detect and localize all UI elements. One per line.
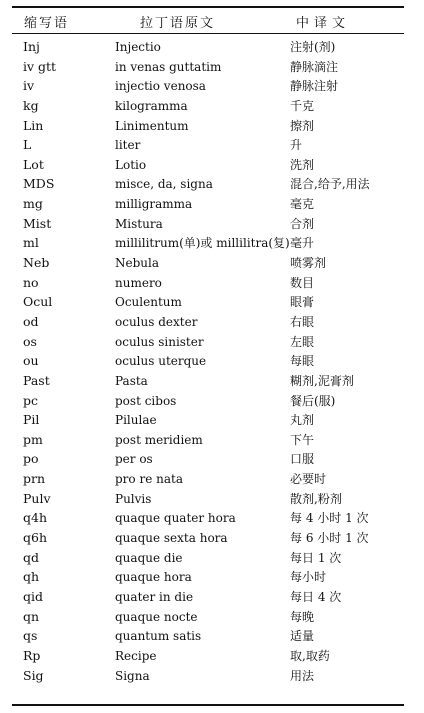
cell-latin: millilitrum(单)或 millilitra(复) — [115, 236, 290, 251]
cell-abbreviation: qh — [23, 569, 40, 585]
table-row — [0, 174, 424, 194]
cell-abbreviation: Pil — [23, 412, 40, 428]
cell-abbreviation: Pulv — [23, 490, 51, 506]
cell-chinese: 静脉滴注 — [290, 59, 339, 74]
cell-abbreviation: qid — [23, 588, 44, 604]
cell-abbreviation: Ocul — [23, 294, 53, 310]
cell-latin: oculus dexter — [115, 314, 198, 329]
cell-abbreviation: mg — [23, 196, 43, 212]
cell-latin: post cibos — [115, 393, 177, 408]
cell-latin: oculus uterque — [115, 354, 207, 369]
table-row — [0, 155, 424, 175]
table-row — [0, 194, 424, 214]
table-row — [0, 410, 424, 430]
cell-abbreviation: L — [23, 137, 32, 153]
cell-latin: quaque die — [115, 550, 183, 565]
cell-abbreviation: prn — [23, 471, 46, 487]
cell-abbreviation: no — [23, 274, 39, 290]
cell-chinese: 每小时 — [290, 570, 327, 585]
table-row — [0, 469, 424, 489]
cell-latin: Oculentum — [115, 295, 182, 310]
table-row — [0, 76, 424, 96]
cell-latin: Nebula — [115, 256, 160, 271]
cell-chinese: 千克 — [290, 98, 315, 113]
cell-abbreviation: qn — [23, 608, 40, 624]
cell-chinese: 右眼 — [290, 314, 315, 329]
cell-abbreviation: po — [23, 451, 39, 467]
table-row — [0, 567, 424, 587]
cell-chinese: 适量 — [290, 629, 315, 644]
table-row — [0, 449, 424, 469]
table-row — [0, 273, 424, 293]
table-bottom-rule — [12, 704, 404, 706]
cell-abbreviation: qs — [23, 628, 38, 644]
table-row — [0, 292, 424, 312]
cell-latin: numero — [115, 275, 162, 290]
cell-abbreviation: iv gtt — [23, 58, 57, 74]
cell-abbreviation: Lin — [23, 117, 44, 133]
cell-latin: Lotio — [115, 157, 147, 172]
table-row — [0, 646, 424, 666]
table-row — [0, 489, 424, 509]
cell-chinese: 糊剂,泥膏剂 — [290, 373, 354, 388]
cell-latin: Pulvis — [115, 491, 152, 506]
cell-latin: milligramma — [115, 197, 193, 212]
cell-abbreviation: ou — [23, 353, 39, 369]
cell-latin: Linimentum — [115, 118, 189, 133]
cell-latin: Injectio — [115, 40, 161, 54]
cell-latin: Pilulae — [115, 413, 157, 428]
cell-chinese: 必要时 — [290, 472, 327, 487]
table-row — [0, 587, 424, 607]
table-row — [0, 332, 424, 352]
cell-chinese: 口服 — [290, 452, 315, 467]
cell-abbreviation: od — [23, 313, 39, 329]
table-header — [0, 8, 424, 33]
cell-latin: liter — [115, 138, 141, 153]
cell-chinese: 下午 — [290, 432, 315, 447]
table-row — [0, 135, 424, 155]
table-row — [0, 351, 424, 371]
table-row — [0, 607, 424, 627]
cell-abbreviation: ml — [23, 235, 39, 251]
cell-chinese: 毫升 — [290, 236, 315, 251]
cell-abbreviation: q4h — [23, 510, 48, 526]
cell-abbreviation: Past — [23, 372, 50, 388]
cell-abbreviation: qd — [23, 549, 40, 565]
cell-abbreviation: Sig — [23, 667, 44, 683]
cell-latin: Mistura — [115, 216, 163, 231]
cell-chinese: 用法 — [290, 668, 315, 683]
header-chinese: 中译文 — [296, 16, 351, 31]
cell-latin: misce, da, signa — [115, 177, 213, 192]
table-row — [0, 312, 424, 332]
cell-chinese: 每日 1 次 — [290, 550, 342, 565]
cell-chinese: 注射(剂) — [290, 40, 336, 54]
cell-chinese: 取,取药 — [290, 648, 330, 663]
table-row — [0, 253, 424, 273]
cell-chinese: 每日 4 次 — [290, 589, 342, 604]
cell-latin: in venas guttatim — [115, 59, 222, 74]
cell-latin: quaque quater hora — [115, 511, 236, 526]
cell-abbreviation: Rp — [23, 647, 41, 663]
cell-latin: post meridiem — [115, 432, 203, 447]
cell-latin: Signa — [115, 668, 150, 683]
cell-abbreviation: Neb — [23, 255, 50, 271]
table-row — [0, 57, 424, 77]
table-row — [0, 233, 424, 253]
cell-chinese: 合剂 — [290, 216, 315, 231]
cell-latin: oculus sinister — [115, 334, 204, 349]
header-rule — [12, 33, 404, 34]
cell-latin: quaque nocte — [115, 609, 198, 624]
table-row — [0, 116, 424, 136]
header-abbreviation: 缩写语 — [24, 16, 70, 31]
cell-abbreviation: Inj — [23, 39, 40, 54]
cell-abbreviation: kg — [23, 97, 39, 113]
cell-abbreviation: iv — [23, 78, 35, 94]
cell-chinese: 混合,给予,用法 — [290, 177, 370, 192]
cell-latin: pro re nata — [115, 472, 183, 487]
cell-chinese: 洗剂 — [290, 157, 315, 172]
table-row — [0, 371, 424, 391]
table-row — [0, 666, 424, 686]
cell-abbreviation: pm — [23, 431, 43, 447]
cell-chinese: 毫克 — [290, 197, 315, 212]
cell-latin: per os — [115, 452, 153, 467]
cell-latin: injectio venosa — [115, 79, 206, 94]
table-row — [0, 528, 424, 548]
table-row — [0, 37, 424, 57]
table-row — [0, 214, 424, 234]
cell-latin: kilogramma — [115, 98, 188, 113]
cell-chinese: 每 6 小时 1 次 — [290, 531, 369, 546]
cell-chinese: 眼膏 — [290, 295, 315, 310]
cell-chinese: 散剂,粉剂 — [290, 491, 342, 506]
cell-chinese: 擦剂 — [290, 118, 315, 133]
cell-latin: Recipe — [115, 648, 157, 663]
header-latin: 拉丁语原文 — [140, 16, 216, 31]
cell-latin: quantum satis — [115, 629, 202, 644]
cell-latin: quaque hora — [115, 570, 192, 585]
table-row — [0, 548, 424, 568]
cell-chinese: 每晚 — [290, 609, 315, 624]
cell-chinese: 静脉注射 — [290, 79, 339, 94]
cell-chinese: 数目 — [290, 275, 315, 290]
cell-chinese: 餐后(服) — [290, 393, 336, 408]
table-body — [0, 37, 424, 685]
cell-abbreviation: Mist — [23, 215, 52, 231]
table-row — [0, 96, 424, 116]
cell-abbreviation: Lot — [23, 156, 44, 172]
cell-chinese: 每 4 小时 1 次 — [290, 511, 369, 526]
cell-latin: Pasta — [115, 373, 148, 388]
cell-chinese: 每眼 — [290, 354, 315, 369]
cell-abbreviation: pc — [23, 392, 39, 408]
cell-abbreviation: MDS — [23, 176, 55, 192]
table-row — [0, 626, 424, 646]
cell-chinese: 喷雾剂 — [290, 256, 327, 271]
cell-latin: quaque sexta hora — [115, 531, 228, 546]
table-row — [0, 430, 424, 450]
cell-abbreviation: os — [23, 333, 37, 349]
cell-chinese: 升 — [290, 138, 303, 153]
cell-chinese: 丸剂 — [290, 413, 315, 428]
cell-chinese: 左眼 — [290, 334, 315, 349]
cell-abbreviation: q6h — [23, 530, 48, 546]
table-row — [0, 508, 424, 528]
cell-latin: quater in die — [115, 589, 194, 604]
table-row — [0, 391, 424, 411]
